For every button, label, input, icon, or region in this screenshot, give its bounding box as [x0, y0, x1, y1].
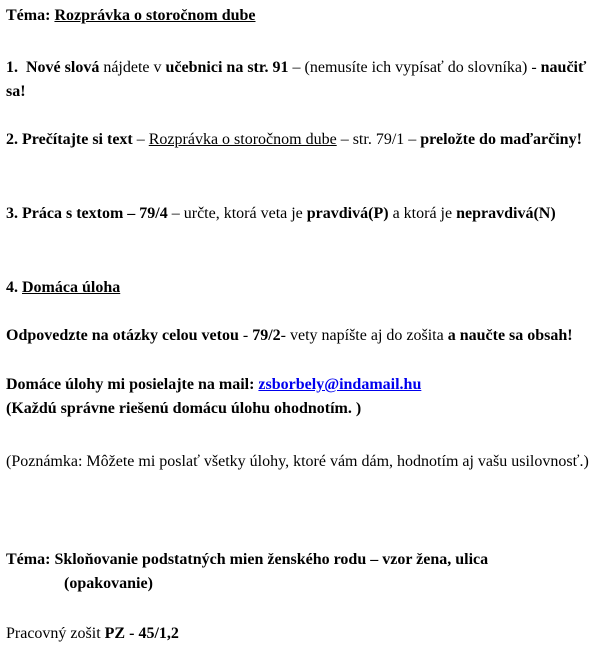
topic-2-heading: [6, 548, 598, 596]
task-2-read: 2. Prečítajte si text: [6, 131, 133, 148]
topic-label: Téma:: [6, 7, 51, 24]
task-4-number: 4.: [6, 279, 22, 296]
task-3-work: 3. Práca s textom – 79/4: [6, 205, 168, 222]
workbook-label: Pracovný zošit: [6, 625, 105, 642]
homework-instructions: [6, 324, 598, 348]
task-2: [6, 128, 598, 152]
task-1-text-2: – (nemusíte ich vypísať do slovníka) -: [288, 59, 537, 76]
topic-2-label: Téma:: [6, 551, 51, 568]
note-paragraph: [6, 450, 598, 474]
task-3-true: pravdivá(P): [306, 205, 389, 222]
task-1-learn: naučiť sa!: [6, 59, 587, 100]
task-2-dash: –: [132, 131, 149, 148]
homework-text: - vety napíšte aj do zošita: [280, 327, 448, 344]
note-text: (Poznámka: Môžete mi poslať všetky úlohy, ktoré vám dám, hodnotím aj vašu usilovnosť.): [6, 453, 589, 470]
topic-2-title: Skloňovanie podstatných mien ženského rodu – vzor žena, ulica: [50, 551, 489, 568]
homework-send-label: Domáce úlohy mi posielajte na mail:: [6, 376, 259, 393]
workbook-line: [6, 622, 598, 646]
task-4-heading: [6, 276, 598, 300]
task-4-title: Domáca úloha: [22, 279, 121, 296]
task-1-text: nájdete v: [99, 59, 166, 76]
topic-1-heading: [6, 4, 598, 28]
homework-grade-text: (Každú správne riešenú domácu úlohu ohodnotím. ): [6, 400, 362, 417]
task-2-page-ref: – str. 79/1 –: [336, 131, 421, 148]
homework-grade-note: [6, 397, 598, 421]
task-1-number: 1.: [6, 59, 18, 76]
task-2-story-title: Rozprávka o storočnom dube: [148, 131, 337, 148]
topic-title: Rozprávka o storočnom dube: [54, 7, 256, 24]
workbook-exercises: - 45/1,2: [125, 625, 179, 642]
topic-2-subtitle: (opakovanie): [64, 575, 153, 592]
homework-send-line: [6, 373, 598, 397]
homework-answer: Odpovedzte na otázky celou vetou: [6, 327, 239, 344]
task-3-text: – určte, ktorá veta je: [167, 205, 307, 222]
task-2-translate: preložte do maďarčiny!: [420, 131, 582, 148]
task-3-text-2: a ktorá je: [388, 205, 457, 222]
homework-learn: a naučte sa obsah!: [447, 327, 573, 344]
task-3: [6, 202, 598, 226]
task-1-textbook-ref: učebnici na str. 91: [165, 59, 289, 76]
task-3-false: nepravdivá(N): [456, 205, 556, 222]
task-1: [6, 56, 598, 104]
task-1-new-words: Nové slová: [26, 59, 100, 76]
workbook-abbr: PZ: [104, 625, 126, 642]
homework-dash: -: [238, 327, 253, 344]
email-link[interactable]: zsborbely@indamail.hu: [258, 376, 422, 393]
homework-exercise: 79/2: [252, 327, 281, 344]
